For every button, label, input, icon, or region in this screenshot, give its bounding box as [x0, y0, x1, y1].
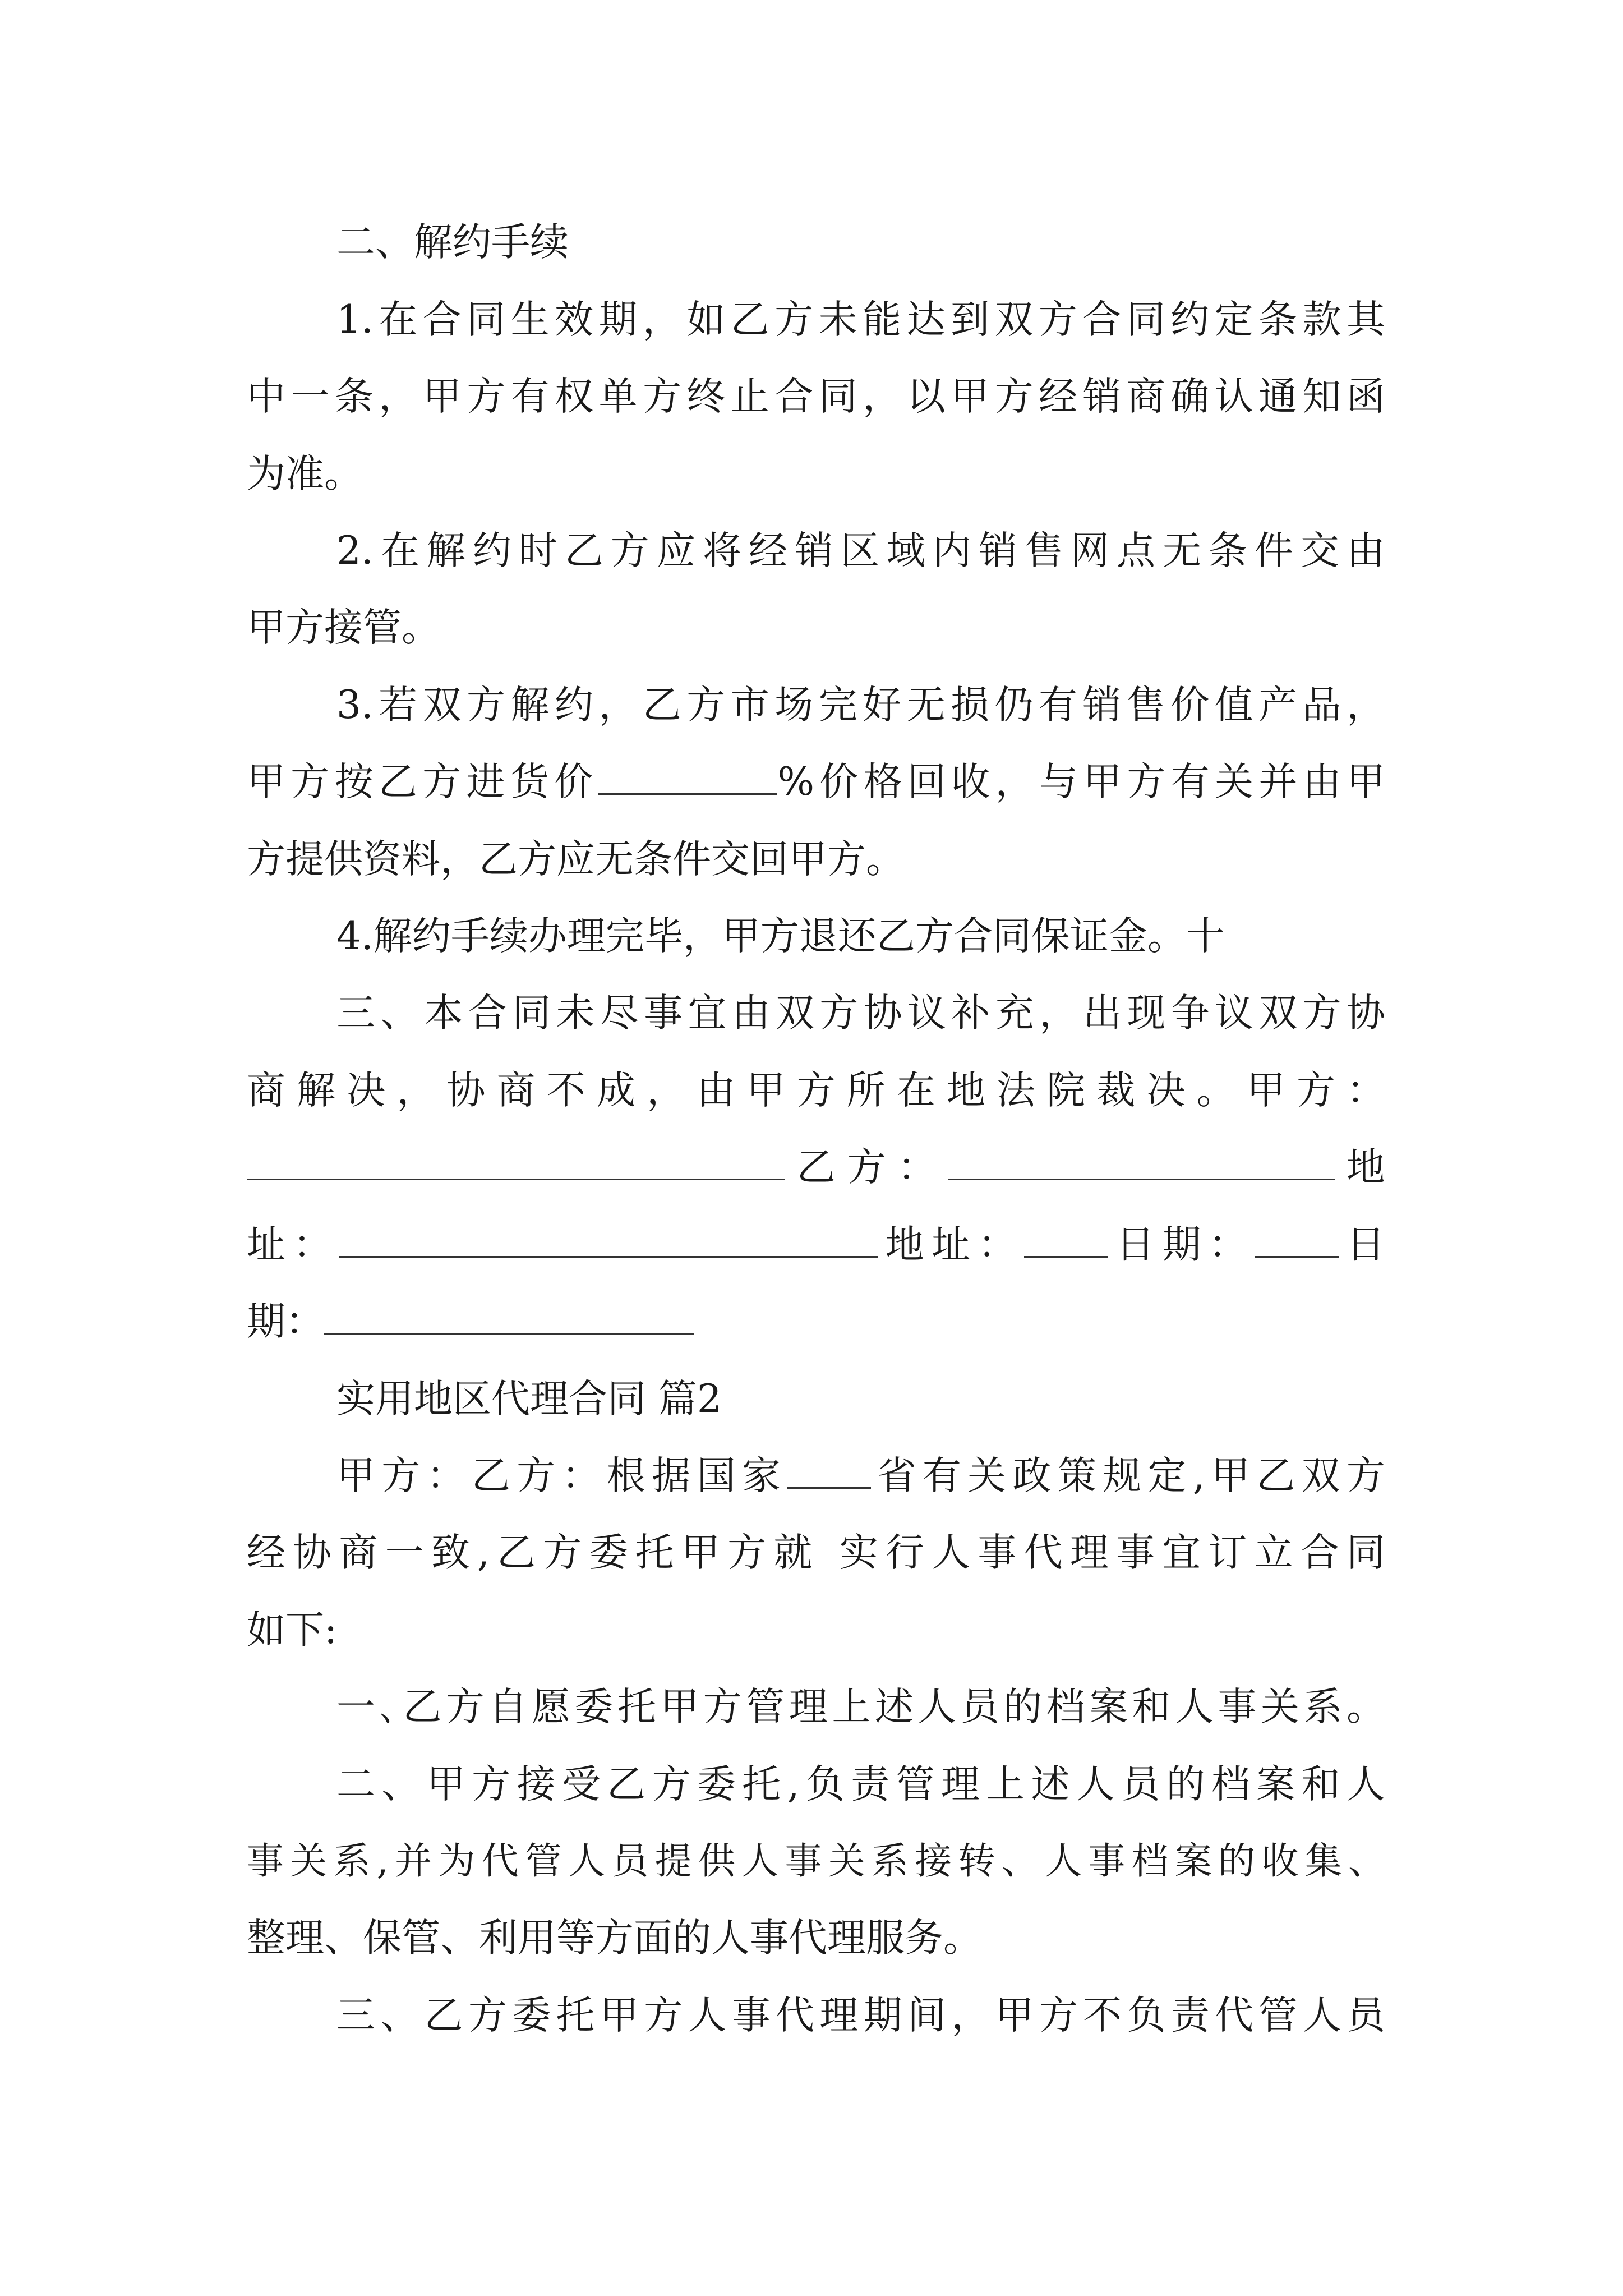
line-text: 甲方按乙方进货价 — [247, 760, 598, 804]
address-label: 址： — [247, 1222, 340, 1267]
line-text: 方提供资料，乙方应无条件交回甲方。 — [247, 837, 905, 882]
section-heading — [336, 211, 1385, 273]
paragraph-line — [336, 674, 1385, 736]
title-text: 实用地区代理合同 篇2 — [336, 1377, 722, 1421]
date-blank — [324, 1324, 694, 1335]
fill-in-blank — [787, 1478, 871, 1489]
paragraph-line — [336, 289, 1385, 351]
paragraph-line — [247, 597, 1385, 659]
party-a-blank — [247, 1170, 785, 1180]
contract-title — [336, 1368, 1385, 1430]
line-text: 经协商一致,乙方委托甲方就 实行人事代理事宜订立合同 — [247, 1530, 1385, 1575]
line-text: 甲方：乙方：根据国家 — [336, 1453, 787, 1498]
line-text: 中一条，甲方有权单方终止合同，以甲方经销商确认通知函 — [247, 374, 1385, 419]
line-text: 三、本合同未尽事宜由双方协议补充，出现争议双方协 — [336, 991, 1385, 1036]
paragraph-line — [247, 1522, 1385, 1584]
signature-line — [247, 1291, 1385, 1352]
line-text: 日 — [1339, 1222, 1386, 1267]
line-text: 2.在解约时乙方应将经销区域内销售网点无条件交由 — [336, 528, 1385, 573]
paragraph-line — [336, 982, 1385, 1044]
line-text: 省有关政策规定,甲乙双方 — [871, 1453, 1386, 1498]
heading-text: 二、解约手续 — [336, 220, 569, 265]
signature-line — [247, 1137, 1385, 1198]
line-text: 三、乙方委托甲方人事代理期间，甲方不负责代管人员 — [336, 1993, 1385, 2038]
paragraph-line — [247, 829, 1385, 890]
line-text: 地 — [1335, 1145, 1386, 1190]
signature-line — [247, 1214, 1385, 1276]
line-text: %价格回收，与甲方有关并由甲 — [777, 760, 1385, 804]
address-blank — [1024, 1247, 1108, 1258]
line-text: 4.解约手续办理完毕，甲方退还乙方合同保证金。十 — [336, 914, 1225, 959]
date-blank — [1255, 1247, 1339, 1258]
address-blank — [339, 1247, 878, 1258]
line-text: 3.若双方解约，乙方市场完好无损仍有销售价值产品， — [336, 683, 1385, 728]
party-b-label: 乙方： — [785, 1145, 948, 1190]
paragraph-line — [247, 1060, 1385, 1121]
line-text: 1.在合同生效期，如乙方未能达到双方合同约定条款其 — [336, 297, 1385, 342]
date-label: 期： — [247, 1299, 324, 1344]
paragraph-line — [336, 1754, 1385, 1815]
paragraph-line — [336, 1676, 1385, 1738]
paragraph-line — [247, 366, 1385, 427]
date-label: 日期： — [1108, 1222, 1255, 1267]
line-text: 二、甲方接受乙方委托,负责管理上述人员的档案和人 — [336, 1762, 1385, 1807]
paragraph-line — [247, 751, 1385, 813]
fill-in-blank — [598, 784, 777, 795]
party-b-blank — [948, 1170, 1335, 1180]
paragraph-line — [336, 520, 1385, 582]
line-text: 如下: — [247, 1608, 338, 1653]
paragraph-line — [336, 1445, 1385, 1507]
paragraph-line — [247, 1599, 1385, 1661]
line-text: 一､乙方自愿委托甲方管理上述人员的档案和人事关系。 — [336, 1685, 1385, 1729]
paragraph-line — [247, 1907, 1385, 1969]
line-text: 商解决，协商不成，由甲方所在地法院裁决。甲方： — [247, 1068, 1385, 1113]
paragraph-line — [247, 443, 1385, 505]
line-text: 整理、保管、利用等方面的人事代理服务。 — [247, 1916, 982, 1961]
paragraph-line — [336, 905, 1385, 967]
paragraph-line — [247, 1830, 1385, 1892]
line-text: 为准。 — [247, 452, 363, 496]
address-label: 地址： — [878, 1222, 1025, 1267]
line-text: 甲方接管。 — [247, 605, 440, 650]
line-text: 事关系,并为代管人员提供人事关系接转、人事档案的收集、 — [247, 1839, 1385, 1883]
paragraph-line — [336, 1985, 1385, 2046]
